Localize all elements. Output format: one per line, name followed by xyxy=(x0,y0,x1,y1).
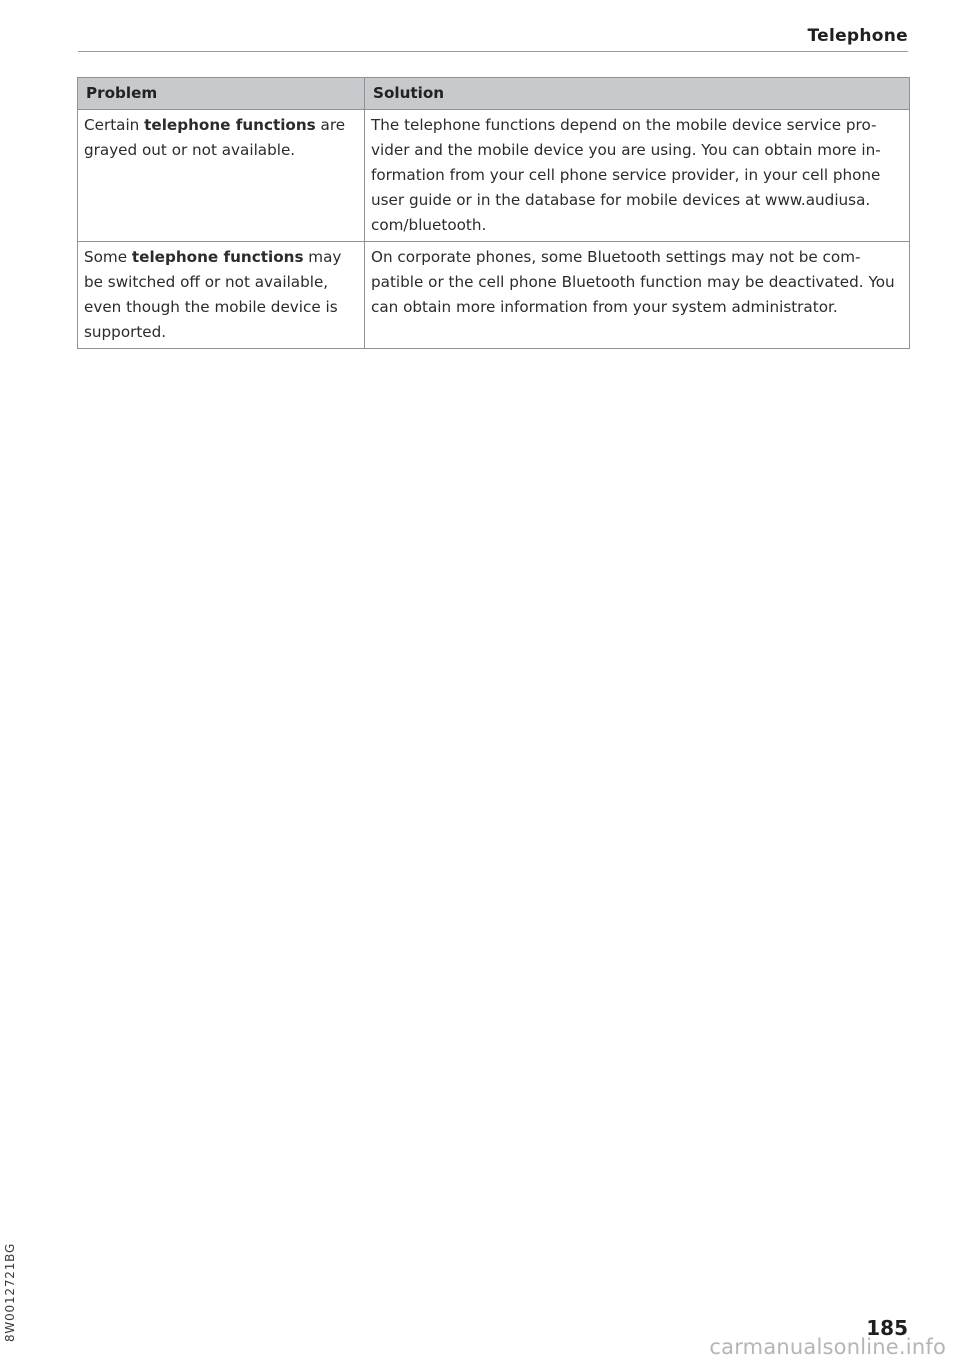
table-header-row xyxy=(78,78,910,110)
problem-text-post: are grayed out or not available. xyxy=(84,116,346,159)
problem-text-pre: Certain xyxy=(84,116,145,134)
problem-text-post: may be switched off or not available, even though the mobile device is supported. xyxy=(84,248,342,341)
document-code: 8W0012721BG xyxy=(3,1242,17,1342)
column-header-problem: Problem xyxy=(78,78,365,110)
problem-cell xyxy=(78,110,365,242)
problem-term: telephone functions xyxy=(144,116,316,134)
problem-cell xyxy=(78,242,365,349)
troubleshooting-table xyxy=(77,77,910,349)
section-title: Telephone xyxy=(807,26,908,46)
header-divider xyxy=(78,51,908,52)
solution-cell: On corporate phones, some Bluetooth settings may not be com- patible or the cell phone Bluetooth function may be deactivated. You can obtain more information from your system administrator. xyxy=(365,242,910,349)
problem-text-pre: Some xyxy=(84,248,132,266)
problem-term: telephone functions xyxy=(131,248,304,266)
column-header-solution: Solution xyxy=(365,78,910,110)
solution-cell: The telephone functions depend on the mobile device service pro- vider and the mobile device you are using. You can obtain more in- formation from your cell phone service provider, in your cell phone user guide or in the database for mobile devices at www.audiusa. com/bluetooth. xyxy=(365,110,910,242)
watermark-text: carmanualsonline.info xyxy=(709,1335,946,1359)
table-row xyxy=(78,110,910,242)
table-row xyxy=(78,242,910,349)
page-number: 185 xyxy=(866,1316,908,1340)
